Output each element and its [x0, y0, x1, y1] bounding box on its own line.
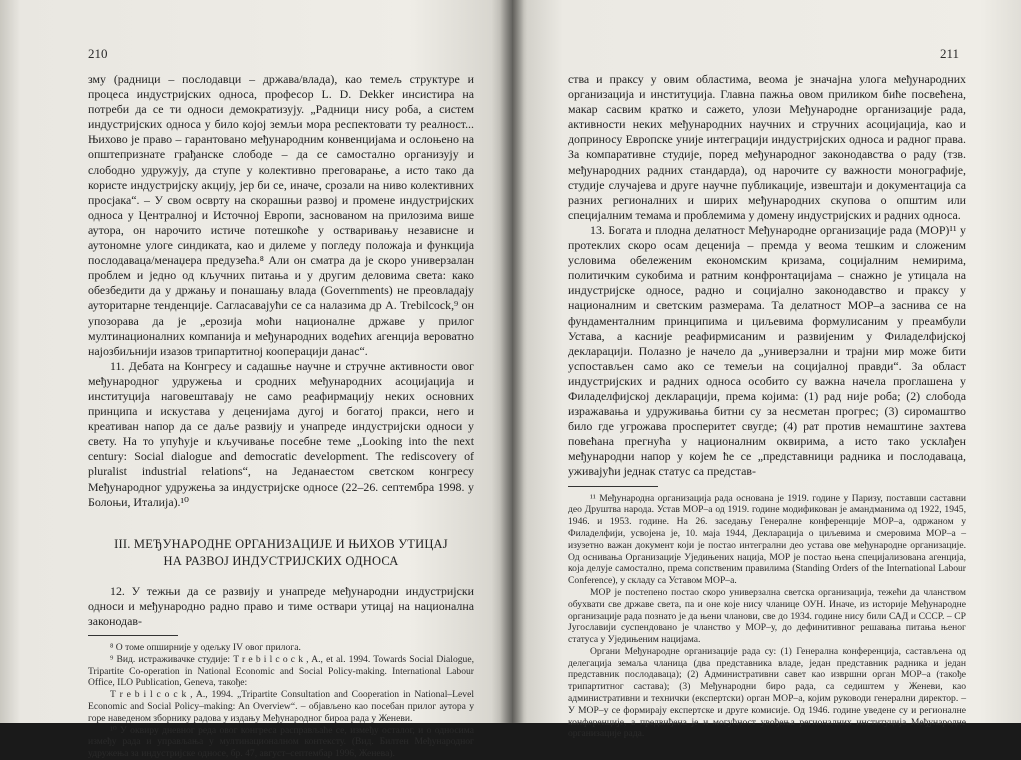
- paragraph: 13. Богата и плодна делатност Међународне организације рада (МОР)¹¹ у протеклих скоро осам деценија – премда у веома тешким и сложеним условима обележеним економским кризама, социјалним немирима, политичким сукобима и ратним конфронтацијама – снажно је утицала на индустријске односе, радно и социјално законодавство и праксу у националним и светским размерама. Та делатност МОР–а заснива се на фундаменталним принципима и циљевима формулисаним у преамбули Устава, а касније реафирмисаним и развијеним у Филаделфијској декларацији. Полазно је начело да „универзални и трајни мир може бити успостављен само ако се темељи на социјалној правди“. За област индустријских и радних односа особито су важна начела проглашена у Филаделфијској декларацији, према којима: (1) рад није роба; (2) слобода изражавања и удруживања битни су за несметан прогрес; (3) сиромаштво било где угрожава просперитет свугде; (4) рат против немаштине захтева повећана прегнућа у националним оквирима, а исто тако усклађен међународни напор у којем ће се „представници радника и послодаваца, уживајући једнак статус са представ-: [568, 222, 966, 479]
- book-gutter-shadow: [500, 0, 524, 723]
- page-number: 210: [88, 46, 108, 61]
- left-page-body: [88, 72, 474, 760]
- footnote: ⁸ О томе опширније у одељку IV овог прилога.: [110, 642, 301, 653]
- footnote: ¹¹ Међународна организација рада основана је 1919. године у Паризу, поставши саставни део Друштва народа. Устав МОР–а од 1919. године модификован је амандманима од 1922, 1945, 1946. и 1953. године. На 26. заседању Генералне конференције МОР–а, одржаном у Филаделфији, усвојена је, 10. маја 1944, Декларација о циљевима и смеровима МОР–а – изузетно важан документ који је постао интегрални део устава ове међународне организације. Од оснивања Организације Уједињених нација, МОР је постао њена специјализована агенција, која делује самостално, према сопственим правилима (Standing Orders of the International Labour Conference), у складу са Уставом МОР–а.: [568, 492, 966, 587]
- footnote: ¹⁰ У оквиру дневног реда овог конгреса расправљаће се, између осталог, и о односима између рада и управљања у мултинационалном контексту. (Вид. Билтен Међународног удружења за индустријске односе, бр. 47, август–септембар 1996, Женева).: [88, 724, 474, 760]
- footnote: T r e b i l c o c k , A., 1994. „Tripartite Consultation and Cooperation in National–Level Economic and Social Policy–making: An Overview“. – објављено као посебан прилог аутора у горе наведеном зборнику радова у издању Међународног бироа рада у Женеви.: [88, 689, 474, 724]
- page-number: 211: [939, 46, 959, 61]
- section-heading: [88, 536, 474, 570]
- footnote: МОР је постепено постао скоро универзална светска организација, тежећи да чланством обухвати све државе света, па и оне које нису чланице ОУН. Иначе, из историје Међународне организације рада познато је да њени чланови, све до 1934. године нису били САД и СССР. – СР Југославији суспендовано је чланство у МОР–у, до дефинитивног решавања питања њеног статуса у Уједињеним нацијама.: [568, 586, 966, 646]
- paragraph: зму (радници – послодавци – држава/влада), као темељ структуре и процеса индустријских односа, професор L. D. Dekker инсистира на потреби да се ти односи демократизују. „Радници нису роба, а систем индустријских односа у било којој земљи мора респектовати ту реалност... Њихово је право – гарантовано међународним конвенцијама и ослоњено на општепризнате грађанске слободе – да се самостално организују и слободно удружују, да ступе у колективно преговарање, а исто тако да користе индустријску акцију, јер би се, иначе, срозали на ниво колективних просјака“. – У свом осврту на скорашњи развој и промене индустријских односа у Централној и Источној Европи, заснованом на прилозима више аутора, он нарочито истиче потешкоће у остваривању независне и аутономне улоге синдиката, као и дилеме у погледу положаја и функција послодаваца/менаџера предузећа.⁸ Али он сматра да је скоро универзалан проблем и једно од кључних питања и у другим деловима света: како обезбедити да у држању и понашању влада (Governments) не преовладају ауторитарне тенденције. Сагласавајући се са налазима др A. Trebilcock,⁹ он упозорава да је „ерозија моћи националне државе у прилог мултинационалних компанија и међународних водећих агенција вероватно најозбиљнији изазов трипартитној кооперацији данас“.: [88, 72, 474, 358]
- paragraph: ства и праксу у овим областима, веома је значајна улога међународних организација и институција. Главна пажња овом приликом биће посвећена, макар сасвим кратко и сажето, улози Међународне организације рада, активности неких међународних научних и стручних асоцијација, као и доприносу Европске уније интеграцији индустријских односа и радног права. За компаративне студије, поред међународног законодавства о раду (тзв. међународних радних стандарда), од нарочите су важности монографије, студије случајева и друге научне публикације, извештаји и документација са разних регионалних и ширих међународних скупова о општим или специјалним темама и проблемима у домену индустријских и радних односа.: [568, 72, 966, 222]
- footnote: Органи Међународне организације рада су: (1) Генерална конференција, састављена од делегација земаља чланица (два представника владе, један представник радника и један представник послодаваца); (2) Административни савет као извршни орган МОР–а (такође трипартитног састава); (3) Међународни биро рада, са седиштем у Женеви, као административни и технички (експертски) орган МОР–а, којим руководи генерални директор. – У МОР–у се формирају експертске и друге комисије. Од 1946. године уведене су и регионалне конференције, а предвиђена је и могућност увођења регионалних институција Међународне организације рада.: [568, 645, 966, 740]
- footnote-rule: [88, 635, 178, 636]
- footnote-rule: [568, 486, 658, 487]
- paragraph: 12. У тежњи да се развију и унапреде међународни индустријски односи и међународно радно право и тиме оствари утицај на национална законодав-: [88, 583, 474, 628]
- right-page-body: [568, 72, 966, 740]
- footnote: ⁹ Вид. истраживачке студије: T r e b i l c o c k , A., et al. 1994. Towards Social Dialogue, Tripartite Co-operation in National Economic and Social Policy-making. International Labour Office, ILO Publication, Geneva, такође:: [88, 653, 474, 689]
- section-heading-line: III. МЕЂУНАРОДНЕ ОРГАНИЗАЦИЈЕ И ЊИХОВ УТИЦАЈ: [114, 536, 448, 551]
- section-heading-line: НА РАЗВОЈ ИНДУСТРИЈСКИХ ОДНОСА: [163, 553, 399, 568]
- right-page: [512, 0, 1021, 740]
- paragraph: 11. Дебата на Конгресу и садашње научне и стручне активности овог међународног удружења и сродних међународних асоцијација и институција наговештавају не само реафирмацију неких основних принципа и искустава у деценијама дугој и богатој пракси, него и креативан напор да се даље развију и унапреде индустријски односи у свету. На то упућује и кључивање посебне теме „Looking into the next century: Social dialogue and democratic development. The rediscovery of pluralist industrial relations“, на Једанаестом светском конгресу Међународног удружења за индустријске односе (22–26. септембра 1998. у Болоњи, Италија).¹⁰: [88, 358, 474, 509]
